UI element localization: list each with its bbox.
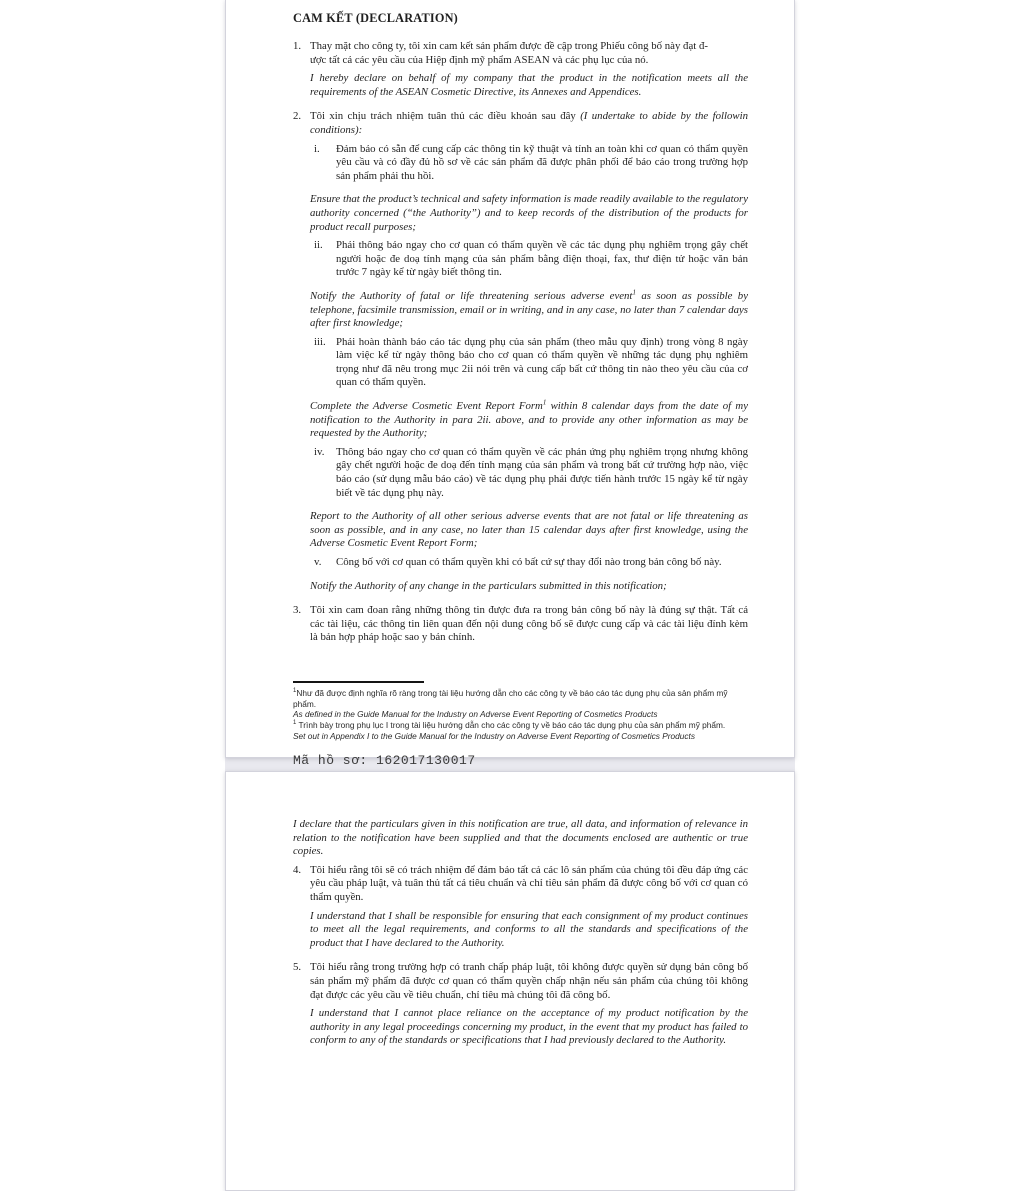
sub-item-iv-english-text: Report to the Authority of all other serious adverse events that are not fatal or life threatening as soon as possible, and in any case, no later than 15 calendar days after first knowledge, using the Adverse Cosmetic Event Report Form; bbox=[310, 510, 748, 550]
declaration-item-5 bbox=[293, 961, 748, 1053]
footnotes bbox=[293, 688, 748, 742]
item-3-vietnamese-text: Tôi xin cam đoan rằng những thông tin được đưa ra trong bản công bố này là đúng sự thật. Tất cả các tài liệu, các thông tin liên quan đến nội dung công bố sẽ được cung cấp và các tài liệu đính kèm là bản hợp pháp hoặc sao y bản chính. bbox=[310, 604, 748, 644]
sub-item-number: v. bbox=[314, 556, 322, 568]
sub-item-v-vietnamese-text: Công bố với cơ quan có thẩm quyền khi có bất cứ sự thay đổi nào trong bản công bố này. bbox=[336, 556, 722, 568]
declaration-item-3 bbox=[293, 604, 748, 650]
item-5-vietnamese-text: Tôi hiểu rằng trong trường hợp có tranh chấp pháp luật, tôi không được quyền sử dụng bản công bố sản phẩm mỹ phẩm đã được cơ quan có thẩm quyền chấp nhận nếu sản phẩm của chúng tôi không đạt được các yêu cầu về tiêu chuẩn, chỉ tiêu mà chúng tôi đã công bố. bbox=[310, 961, 748, 1001]
sub-item-number: i. bbox=[314, 142, 320, 155]
item-5-english-text: I understand that I cannot place reliance on the acceptance of my product notification by the authority in any legal proceedings concerning my product, in the event that my product has failed to conform to any of the standards or specifications that I had previously declared to the Authority. bbox=[310, 1007, 748, 1047]
item-number: 4. bbox=[293, 863, 302, 876]
footnote-2-english: Set out in Appendix I to the Guide Manual for the Industry on Adverse Event Reporting of Cosmetics Products bbox=[293, 730, 696, 741]
item-2-intro-text: Tôi xin chịu trách nhiệm tuân thủ các điều khoản sau đây (I undertake to abide by the followin conditions): bbox=[310, 110, 748, 136]
item-number: 5. bbox=[293, 961, 302, 974]
sub-item-iv bbox=[314, 446, 748, 505]
item-1-english-text: I hereby declare on behalf of my company that the product in the notification meets all the requirements of the ASEAN Cosmetic Directive, its Annexes and Appendices. bbox=[310, 72, 748, 98]
item-4-english-text: I understand that I shall be responsible for ensuring that each consignment of my product continues to meet all the legal requirements, and conforms to all the standards and specifications of the product that I have declared to the Authority. bbox=[310, 909, 748, 949]
sub-item-iii-english-text: Complete the Adverse Cosmetic Event Report Form$^1$ within 8 calendar days from the date of my notification to the Authority in para 2ii. above, and to provide any other information as may be requested by the Authority; bbox=[310, 398, 749, 440]
sub-item-number: iii. bbox=[314, 335, 326, 348]
footnote-reference: 1 bbox=[542, 398, 547, 407]
declaration-item-1 bbox=[293, 40, 748, 104]
case-code: Mã hồ sơ: 162017130017 bbox=[293, 753, 476, 769]
item-1-vietnamese-text: Thay mặt cho công ty, tôi xin cam kết sản phẩm được đề cập trong Phiếu công bố này đạt đ- ược tất cả các yêu cầu của Hiệp định mỹ phẩm ASEAN và các phụ lục của nó. bbox=[310, 40, 708, 66]
declaration-item-4 bbox=[293, 864, 748, 956]
footnote-1-english: As defined in the Guide Manual for the Industry on Adverse Event Reporting of Cosmetics Products bbox=[293, 709, 658, 720]
footnote-1-vietnamese: $^1$Như đã được định nghĩa rõ ràng trong tài liệu hướng dẫn cho các công ty về báo cáo tác dụng phụ của sản phẩm mỹ phẩm. bbox=[293, 687, 728, 709]
footnote-reference: 1 bbox=[632, 288, 636, 297]
footnote-divider bbox=[293, 681, 424, 683]
sub-item-iii-vietnamese-text: Phải hoàn thành báo cáo tác dụng phụ của sản phẩm (theo mẫu quy định) trong vòng 8 ngày làm việc kể từ ngày thông báo cho cơ quan có thẩm quyền về những tác dụng phụ nghiêm trọng như đã nêu trong mục 2ii nói trên và cung cấp bất cứ thông tin nào theo yêu cầu của cơ quan có thẩm quyền. bbox=[336, 335, 748, 389]
page-2-intro-english-text: I declare that the particulars given in this notification are true, all data, and information of relevance in relation to the notification have been supplied and that the documents enclosed are authentic or true copies. bbox=[293, 818, 748, 858]
document-viewer bbox=[225, 0, 795, 1047]
sub-item-iv-vietnamese-text: Thông báo ngay cho cơ quan có thẩm quyền về các phản ứng phụ nghiêm trọng nhưng không gây chết người hoặc đe doạ đến tính mạng của sản phẩm và trong bất cứ trường hợp nào, việc báo cáo (sử dụng mẫu báo cáo) về tác dụng phụ phải được tiến hành trước 15 ngày kể từ ngày biết về tác dụng phụ này. bbox=[336, 445, 748, 499]
item-number: 2. bbox=[293, 110, 302, 123]
item-number: 3. bbox=[293, 604, 302, 617]
sub-item-v-english-text: Notify the Authority of any change in the particulars submitted in this notification; bbox=[310, 579, 667, 592]
sub-item-v bbox=[314, 556, 748, 575]
item-number: 1. bbox=[293, 40, 302, 52]
page-title: CAM KẾT (DECLARATION) bbox=[293, 11, 458, 25]
footnote-2-vietnamese: $^1$ Trình bày trong phụ lục I trong tài liệu hướng dẫn cho các công ty về báo cáo tác dụng phụ của sản phẩm mỹ phẩm. bbox=[293, 720, 726, 731]
sub-item-i bbox=[314, 143, 748, 189]
sub-item-ii-vietnamese-text: Phải thông báo ngay cho cơ quan có thẩm quyền về các tác dụng phụ nghiêm trọng gây chết người hoặc đe doạ tính mạng của sản phẩm bằng điện thoại, fax, thư điện tử hoặc văn bản trước 7 ngày kể từ ngày biết thông tin. bbox=[336, 239, 748, 279]
document-page-1 bbox=[225, 0, 795, 769]
document-page-2 bbox=[225, 771, 795, 1191]
sub-item-ii-english-text: Notify the Authority of fatal or life threatening serious adverse event$^1$ as soon as possible by telephone, facsimile transmission, email or in writing, and in any case, no later than 7 calendar days after first knowledge; bbox=[310, 288, 748, 330]
sub-item-number: ii. bbox=[314, 239, 323, 252]
sub-item-i-vietnamese-text: Đảm bảo có sẵn để cung cấp các thông tin kỹ thuật và tính an toàn khi cơ quan có thẩm quyền yêu cầu và có đầy đủ hồ sơ về các sản phẩm đã được phân phối để báo cáo trong trường hợp sản phẩm phải thu hồi. bbox=[336, 142, 748, 182]
declaration-item-2 bbox=[293, 110, 748, 598]
sub-item-number: iv. bbox=[314, 445, 325, 458]
footnote-marker: 1 bbox=[293, 688, 297, 695]
item-4-vietnamese-text: Tôi hiểu rằng tôi sẽ có trách nhiệm để đảm bảo tất cả các lô sản phẩm của chúng tôi đều đáp ứng các yêu cầu pháp luật, và tuân thủ tất cả tiêu chuẩn và chỉ tiêu sản phẩm đã được công bố với cơ quan có thẩm quyền. bbox=[310, 863, 748, 903]
sub-item-i-english-text: Ensure that the product’s technical and safety information is made readily available to the regulatory authority concerned (“the Authority”) and to keep records of the distribution of the products for product recall purposes; bbox=[310, 193, 748, 233]
sub-item-ii bbox=[314, 239, 748, 285]
footnote-marker: 1 bbox=[293, 720, 297, 727]
sub-item-iii bbox=[314, 336, 748, 395]
